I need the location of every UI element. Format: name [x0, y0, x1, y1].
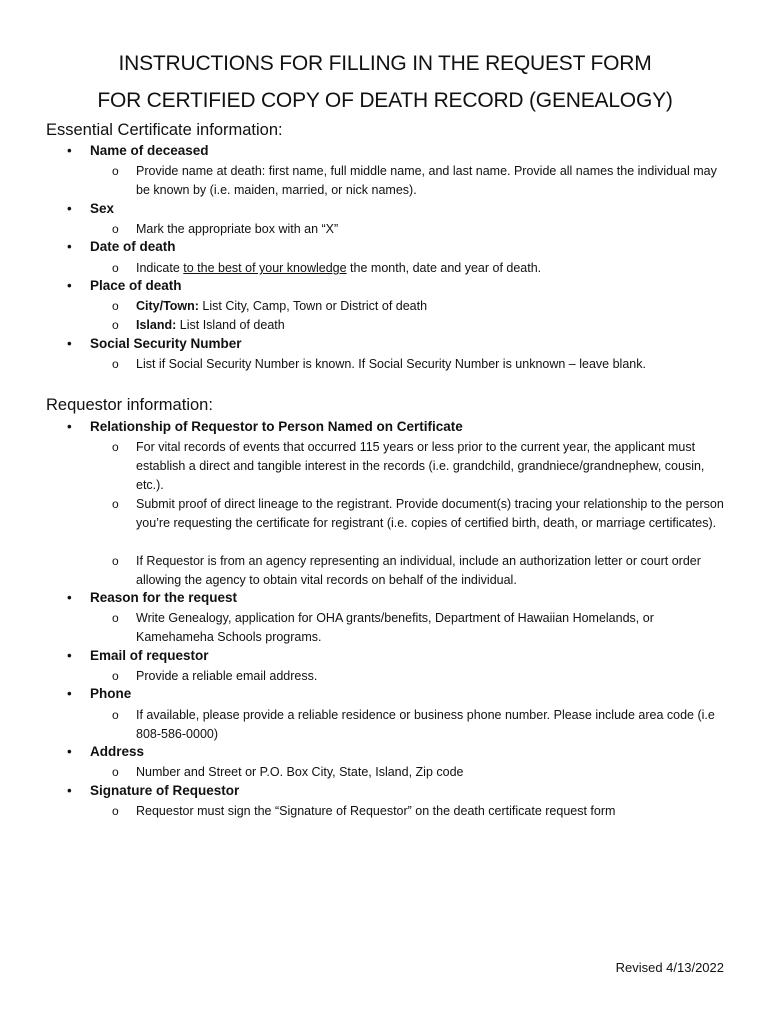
sub-item-text: If Requestor is from an agency representing an individual, include an authorization letter or court order allowing the agency to obtain vital records on behalf of the individual. — [136, 554, 701, 587]
sub-bullet-marker: o — [112, 299, 119, 313]
sub-item-text: List Island of death — [176, 318, 285, 332]
sub-bullet-marker: o — [112, 497, 119, 511]
sub-item-text: Number and Street or P.O. Box City, State, Island, Zip code — [136, 765, 464, 779]
sub-item-reason — [112, 609, 726, 647]
revision-date: Revised 4/13/2022 — [615, 960, 724, 975]
bullet-email: • Email of requestor — [90, 648, 209, 663]
sub-bullet-marker: o — [112, 261, 119, 275]
sub-bullet-marker: o — [112, 164, 119, 178]
sub-item-ssn — [112, 355, 726, 374]
bullet-social-security: • Social Security Number — [90, 336, 242, 351]
sub-bullet-marker: o — [112, 708, 119, 722]
bullet-date-of-death: • Date of death — [90, 239, 176, 254]
sub-item-text: If available, please provide a reliable residence or business phone number. Please include area code (i.e 808-586-0000) — [136, 708, 715, 741]
sub-item-sex — [112, 220, 726, 239]
sub-bullet-marker: o — [112, 611, 119, 625]
bullet-name-of-deceased: • Name of deceased — [90, 143, 209, 158]
sub-item-phone — [112, 706, 726, 744]
section-heading-essential: Essential Certificate information: — [46, 121, 283, 139]
sub-item-address — [112, 763, 726, 782]
sub-item-label: City/Town: — [136, 299, 199, 313]
sub-bullet-marker: o — [112, 222, 119, 236]
bullet-reason: • Reason for the request — [90, 590, 237, 605]
sub-item-name — [112, 162, 726, 200]
sub-item-text: Requestor must sign the “Signature of Requestor” on the death certificate request form — [136, 804, 616, 818]
sub-item-text: Provide a reliable email address. — [136, 669, 318, 683]
sub-item-island — [112, 316, 726, 335]
sub-item-text-underlined: to the best of your knowledge — [183, 261, 347, 275]
sub-item-text: For vital records of events that occurred 115 years or less prior to the current year, the applicant must establish a direct and tangible interest in the records (i.e. grandchild, grandniece/grandnephew, cousin, etc.). — [136, 440, 705, 492]
sub-item-text: Mark the appropriate box with an “X” — [136, 222, 339, 236]
sub-item-signature — [112, 802, 726, 821]
sub-bullet-marker: o — [112, 804, 119, 818]
sub-bullet-marker: o — [112, 318, 119, 332]
page-title-line-2: FOR CERTIFIED COPY OF DEATH RECORD (GENEALOGY) — [97, 89, 673, 112]
sub-item-text: Write Genealogy, application for OHA grants/benefits, Department of Hawaiian Homelands, or Kamehameha Schools programs. — [136, 611, 654, 644]
sub-bullet-marker: o — [112, 765, 119, 779]
sub-item-email — [112, 667, 726, 686]
sub-item-text: List if Social Security Number is known. If Social Security Number is unknown – leave blank. — [136, 357, 646, 371]
sub-item-label: Island: — [136, 318, 177, 332]
sub-item-relationship-1 — [112, 438, 726, 495]
bullet-signature: • Signature of Requestor — [90, 783, 239, 798]
sub-item-text-pre: Indicate — [136, 261, 184, 275]
section-heading-requestor: Requestor information: — [46, 396, 213, 414]
sub-item-text: List City, Camp, Town or District of death — [198, 299, 428, 313]
bullet-address: • Address — [90, 744, 144, 759]
sub-item-text-post: the month, date and year of death. — [346, 261, 542, 275]
sub-item-relationship-3 — [112, 552, 726, 590]
sub-bullet-marker: o — [112, 357, 119, 371]
sub-item-relationship-2 — [112, 495, 726, 533]
sub-bullet-marker: o — [112, 554, 119, 568]
sub-item-city — [112, 297, 726, 316]
sub-item-date — [112, 259, 726, 278]
bullet-relationship: • Relationship of Requestor to Person Named on Certificate — [90, 419, 463, 434]
bullet-sex: • Sex — [90, 201, 114, 216]
sub-item-text: Provide name at death: first name, full middle name, and last name. Provide all names the individual may be known by (i.e. maiden, married, or nick names). — [136, 164, 717, 197]
sub-bullet-marker: o — [112, 440, 119, 454]
sub-bullet-marker: o — [112, 669, 119, 683]
sub-item-text: Submit proof of direct lineage to the registrant. Provide document(s) tracing your relationship to the person you’re requesting the certificate for registrant (i.e. copies of certified birth, death, or marriage certificates). — [136, 497, 724, 530]
page-title-line-1: INSTRUCTIONS FOR FILLING IN THE REQUEST FORM — [118, 52, 652, 75]
bullet-phone: • Phone — [90, 686, 131, 701]
bullet-place-of-death: • Place of death — [90, 278, 182, 293]
